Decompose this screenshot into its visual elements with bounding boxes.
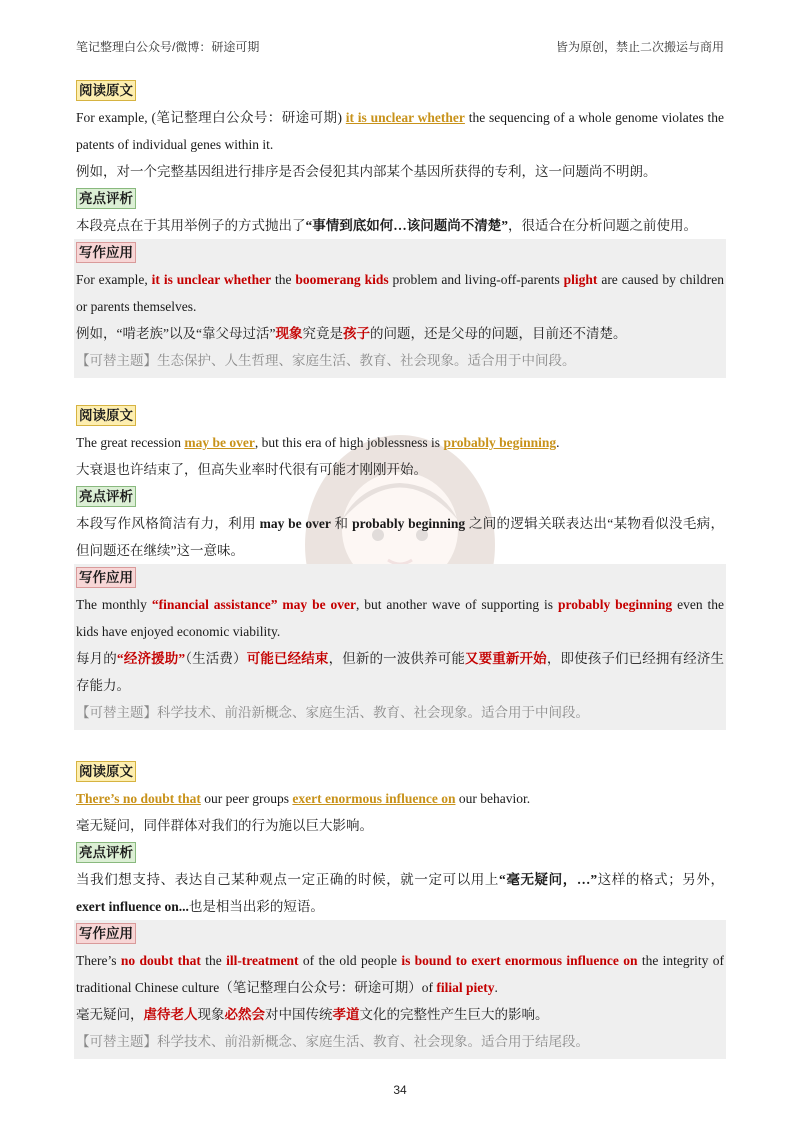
emphasis-phrase: 又要重新开始: [464, 651, 547, 666]
key-phrase: it is unclear whether: [345, 110, 465, 125]
writing-application-tag: 写作应用: [76, 923, 136, 944]
note-section-2: [76, 402, 724, 730]
highlight-text: 本段亮点在于其用举例子的方式抛出了“事情到底如何…该问题尚不清楚”，很适合在分析问题之前使用。: [76, 218, 697, 233]
emphasis-phrase: “financial assistance” may be over: [151, 597, 356, 612]
note-section-3: [76, 758, 724, 1059]
highlight-analysis-tag: 亮点评析: [76, 486, 136, 507]
reading-original-tag: 阅读原文: [76, 761, 136, 782]
bold-phrase: may be over: [259, 516, 331, 531]
reading-chinese: 大衰退也许结束了，但高失业率时代很有可能才刚刚开始。: [76, 462, 427, 477]
emphasis-phrase: is bound to exert enormous influence on: [401, 953, 638, 968]
page-number: 34: [393, 1083, 407, 1097]
highlight-text: 本段写作风格简洁有力，利用 may be over 和 probably beginning 之间的逻辑关联表达出“某物看似没毛病，但问题还在继续”这一意味。: [76, 516, 725, 558]
writing-application-block: [74, 564, 726, 730]
highlight-text: 当我们想支持、表达自己某种观点一定正确的时候，就一定可以用上“毫无疑问，…”这样的格式；另外，exert influence on...也是相当出彩的短语。: [76, 872, 725, 914]
bold-phrase: “毫无疑问，…”: [499, 872, 598, 887]
highlight-analysis-tag: 亮点评析: [76, 188, 136, 209]
page-header: [76, 38, 724, 56]
emphasis-phrase: boomerang kids: [295, 272, 389, 287]
emphasis-phrase: filial piety: [436, 980, 495, 995]
reading-chinese: 例如，对一个完整基因组进行排序是否会侵犯其内部某个基因所获得的专利，这一问题尚不明朗。: [76, 164, 657, 179]
emphasis-phrase: no doubt that: [120, 953, 201, 968]
emphasis-phrase: 孝道: [332, 1007, 360, 1022]
bold-phrase: probably beginning: [352, 516, 466, 531]
header-copyright: 皆为原创，禁止二次搬运与商用: [555, 40, 724, 54]
writing-application-tag: 写作应用: [76, 242, 136, 263]
emphasis-phrase: ill-treatment: [226, 953, 299, 968]
key-phrase: probably beginning: [443, 435, 557, 450]
reading-english: The great recession may be over, but this era of high joblessness is probably beginning.: [76, 435, 560, 450]
emphasis-phrase: it is unclear whether: [151, 272, 272, 287]
emphasis-phrase: 必然会: [224, 1007, 265, 1022]
emphasis-phrase: 可能已经结束: [246, 651, 329, 666]
reading-english: For example, (笔记整理白公众号：研途可期) it is unclear whether the sequencing of a whole genome violates the patents of individual genes within it.: [76, 110, 724, 152]
writing-chinese: 毫无疑问，虐待老人现象必然会对中国传统孝道文化的完整性产生巨大的影响。: [76, 1007, 549, 1022]
emphasis-phrase: probably beginning: [557, 597, 673, 612]
bold-phrase: exert influence on...: [76, 899, 189, 914]
writing-application-tag: 写作应用: [76, 567, 136, 588]
reading-original-tag: 阅读原文: [76, 405, 136, 426]
bold-phrase: “事情到底如何…该问题尚不清楚”: [305, 218, 508, 233]
note-section-1: [76, 77, 724, 378]
alternative-topics: 【可替主题】科学技术、前沿新概念、家庭生活、教育、社会现象。适合用于中间段。: [76, 705, 589, 720]
reading-original-tag: 阅读原文: [76, 80, 136, 101]
writing-application-block: [74, 239, 726, 378]
alternative-topics: 【可替主题】生态保护、人生哲理、家庭生活、教育、社会现象。适合用于中间段。: [76, 353, 576, 368]
alternative-topics: 【可替主题】科学技术、前沿新概念、家庭生活、教育、社会现象。适合用于结尾段。: [76, 1034, 589, 1049]
key-phrase: There’s no doubt that: [76, 791, 201, 806]
reading-english: There’s no doubt that our peer groups exert enormous influence on our behavior.: [76, 791, 531, 806]
header-source: 笔记整理白公众号/微博：研途可期: [76, 40, 260, 54]
writing-chinese: 例如，“啃老族”以及“靠父母过活”现象究竟是孩子的问题，还是父母的问题，目前还不清楚。: [76, 326, 627, 341]
key-phrase: may be over: [184, 435, 255, 450]
writing-chinese: 每月的“经济援助”（生活费）可能已经结束，但新的一波供养可能又要重新开始，即使孩子们已经拥有经济生存能力。: [76, 651, 724, 693]
key-phrase: exert enormous influence on: [292, 791, 456, 806]
writing-english: The monthly “financial assistance” may be over, but another wave of supporting is probably beginning even the kids have enjoyed economic viability.: [76, 597, 724, 639]
writing-application-block: [74, 920, 726, 1059]
highlight-analysis-tag: 亮点评析: [76, 842, 136, 863]
reading-chinese: 毫无疑问，同伴群体对我们的行为施以巨大影响。: [76, 818, 373, 833]
emphasis-phrase: 孩子: [342, 326, 370, 341]
emphasis-phrase: 虐待老人: [143, 1007, 198, 1022]
writing-english: There’s no doubt that the ill-treatment of the old people is bound to exert enormous influence on the integrity of traditional Chinese culture（笔记整理白公众号：研途可期）of filial piety.: [76, 953, 725, 995]
emphasis-phrase: plight: [563, 272, 598, 287]
emphasis-phrase: “经济援助”: [116, 651, 186, 666]
emphasis-phrase: 现象: [275, 326, 303, 341]
writing-english: For example, it is unclear whether the boomerang kids problem and living-off-parents plight are caused by children or parents themselves.: [76, 272, 724, 314]
